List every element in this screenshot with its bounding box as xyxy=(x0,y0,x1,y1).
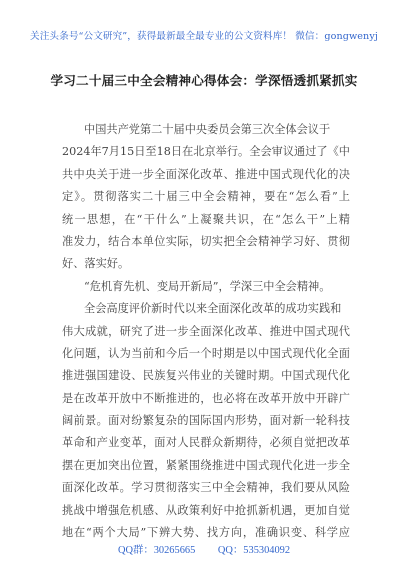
document-title: 学习二十届三中全会精神心得体会：学深悟透抓紧抓实 xyxy=(50,73,358,88)
body-line: 推进强国建设、民族复兴伟业的关键时期。中国式现代化 xyxy=(62,369,350,383)
qq-group-number: QQ群：30265665 xyxy=(117,545,196,556)
body-line: 好、落实好。 xyxy=(62,257,130,271)
page-footer xyxy=(0,541,408,556)
body-line: 中国共产党第二十届中央委员会第三次全体会议于 xyxy=(84,123,331,136)
body-line: 化问题，认为当前和今后一个时期是以中国式现代化全面 xyxy=(62,346,350,360)
body-line: 统一思想，在“干什么”上凝聚共识，在“怎么干”上精 xyxy=(62,212,350,226)
body-line: 定》。贯彻落实二十届三中全会精神，要在“怎么看”上 xyxy=(62,190,350,204)
body-line: 共中央关于进一步全面深化改革、推进中国式现代化的决 xyxy=(62,167,350,181)
body-line: 阔前景。面对纷繁复杂的国际国内形势，面对新一轮科技 xyxy=(62,414,350,428)
body-line: “危机育先机、变局开新局”，学深三中全会精神。 xyxy=(84,279,331,293)
document-body xyxy=(62,119,350,544)
body-line: 面深化改革。学习贯彻落实三中全会精神，我们要从风险 xyxy=(62,481,350,495)
body-line: 准发力，结合本单位实际，切实把全会精神学习好、贯彻 xyxy=(62,234,350,248)
body-line: 伟大成就，研究了进一步全面深化改革、推进中国式现代 xyxy=(62,324,350,338)
body-line: 摆在更加突出位置，紧紧围绕推进中国式现代化进一步全 xyxy=(62,458,350,472)
body-line: 全会高度评价新时代以来全面深化改革的成功实践和 xyxy=(84,302,342,316)
qq-number: QQ：535304092 xyxy=(217,545,291,556)
body-line: 2024年7月15日至18日在北京举行。全会审议通过了《中 xyxy=(62,145,350,159)
body-line: 是在改革开放中不断推进的，也必将在改革开放中开辟广 xyxy=(62,391,350,405)
body-line: 挑战中增强危机感、从政策利好中抢抓新机遇，更加自觉 xyxy=(62,503,350,517)
page-header-banner: 关注头条号“公文研究”，获得最新最全最专业的公文资料库！ 微信：gongwenyj xyxy=(30,31,378,42)
body-line: 地在“两个大局”下辨大势、找方向，准确识变、科学应 xyxy=(62,526,350,540)
body-line: 革命和产业变革，面对人民群众新期待，必须自觉把改革 xyxy=(62,436,350,450)
